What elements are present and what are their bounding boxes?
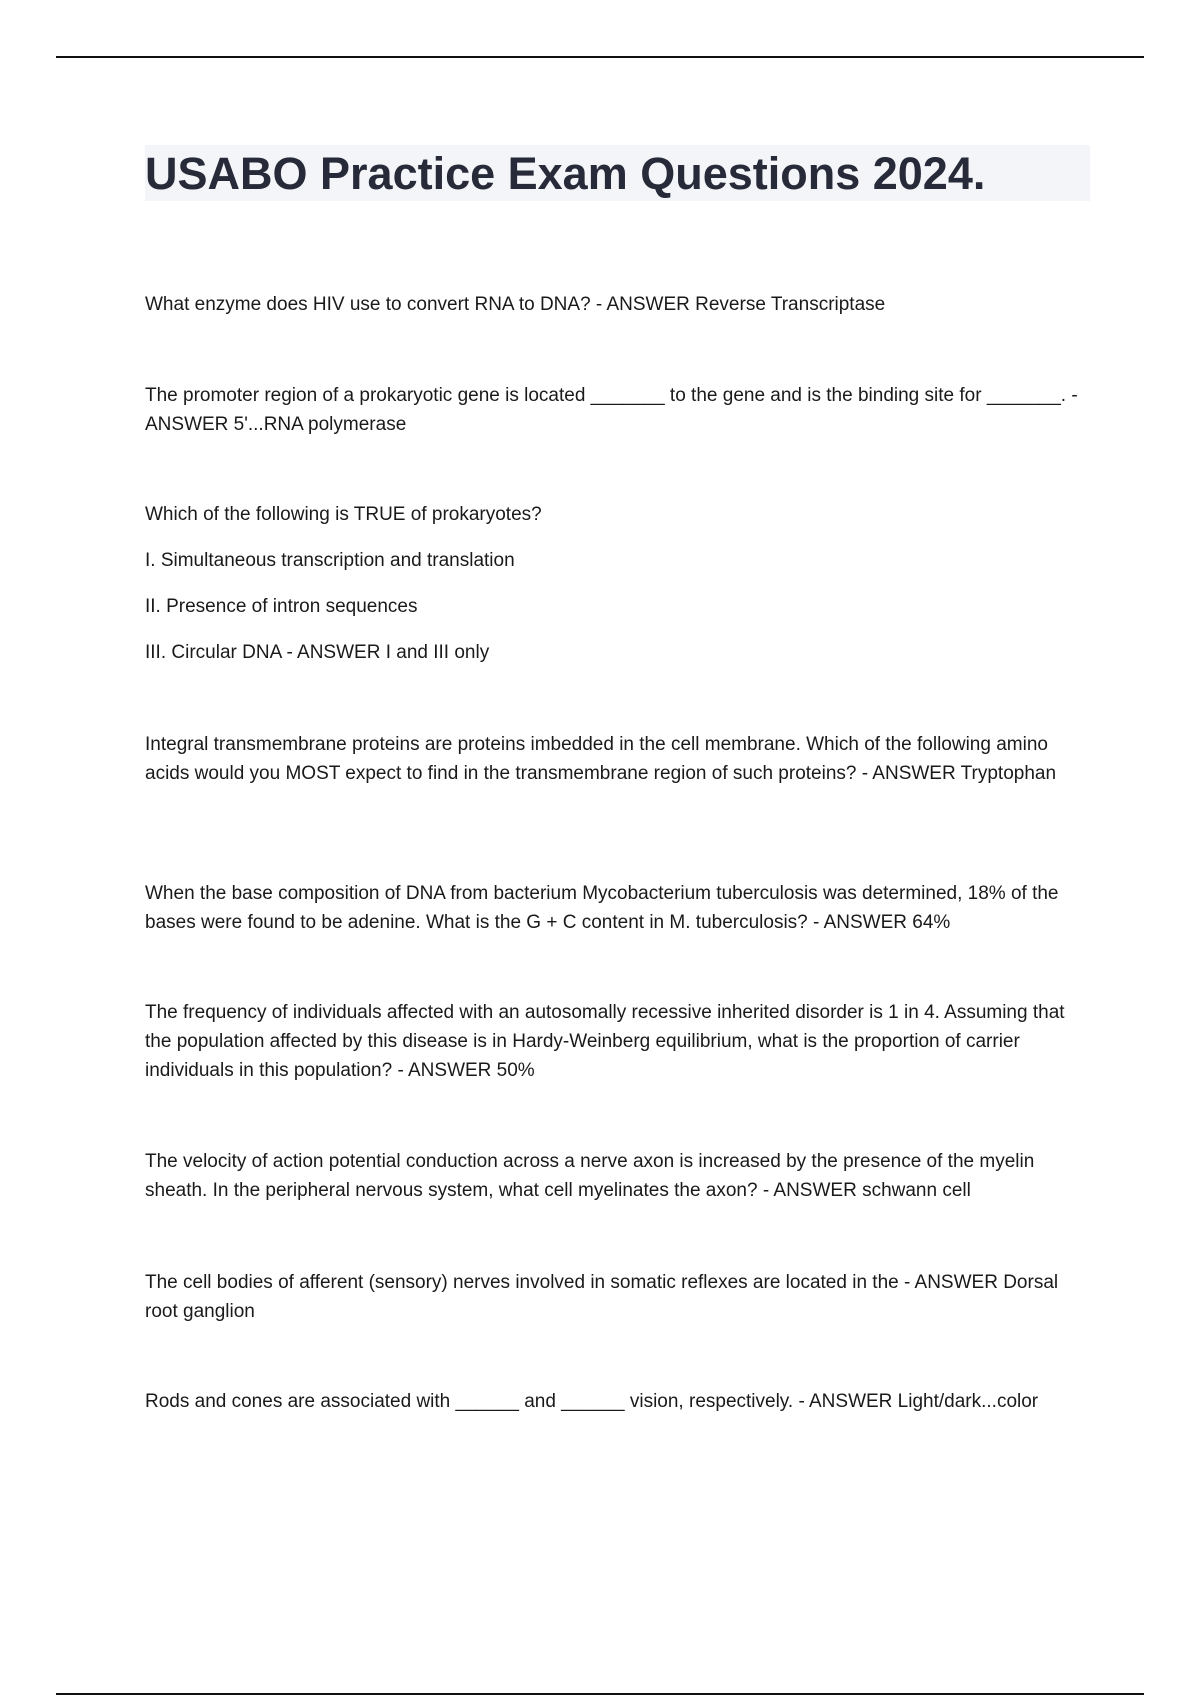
- qa-question: Which of the following is TRUE of prokaryotes?: [145, 504, 542, 525]
- qa-text: The promoter region of a prokaryotic gene is located _______ to the gene and is the binding site for _______. - ANSWER 5'...RNA polymerase: [145, 385, 1078, 435]
- qa-text: The frequency of individuals affected with an autosomally recessive inherited disorder is 1 in 4. Assuming that the population affected by this disease is in Hardy-Weinberg equilibrium, what is the proportion of carrier individuals in this population? - ANSWER 50%: [145, 1002, 1065, 1081]
- qa-item: [145, 290, 1090, 319]
- qa-text: Integral transmembrane proteins are proteins imbedded in the cell membrane. Which of the following amino acids would you MOST expect to find in the transmembrane region of such proteins? - ANSWER Tryptophan: [145, 734, 1057, 784]
- qa-item: [145, 998, 1090, 1085]
- qa-item: [145, 879, 1090, 937]
- qa-text: The velocity of action potential conduction across a nerve axon is increased by the presence of the myelin sheath. In the peripheral nervous system, what cell myelinates the axon? - ANSWER schwann cell: [145, 1151, 1035, 1201]
- qa-text: Rods and cones are associated with ______ and ______ vision, respectively. - ANSWER Light/dark...color: [145, 1391, 1039, 1412]
- qa-item: [145, 730, 1090, 788]
- qa-item: [145, 500, 1090, 667]
- qa-text: The cell bodies of afferent (sensory) nerves involved in somatic reflexes are located in the - ANSWER Dorsal root ganglion: [145, 1272, 1059, 1322]
- qa-option: III. Circular DNA - ANSWER I and III only: [145, 642, 490, 663]
- qa-text: What enzyme does HIV use to convert RNA to DNA? - ANSWER Reverse Transcriptase: [145, 294, 886, 315]
- qa-item: [145, 1387, 1090, 1416]
- qa-option: II. Presence of intron sequences: [145, 596, 418, 617]
- page-title: USABO Practice Exam Questions 2024.: [145, 148, 986, 199]
- qa-item: [145, 1147, 1090, 1205]
- qa-item: [145, 1268, 1090, 1326]
- qa-text: When the base composition of DNA from bacterium Mycobacterium tuberculosis was determined, 18% of the bases were found to be adenine. What is the G + C content in M. tuberculosis? - ANSWER 64%: [145, 883, 1059, 933]
- title-banner: [145, 145, 1090, 201]
- header-rule: [56, 56, 1144, 58]
- qa-option: I. Simultaneous transcription and translation: [145, 550, 515, 571]
- qa-item: [145, 381, 1090, 439]
- footer-rule: [56, 1693, 1144, 1695]
